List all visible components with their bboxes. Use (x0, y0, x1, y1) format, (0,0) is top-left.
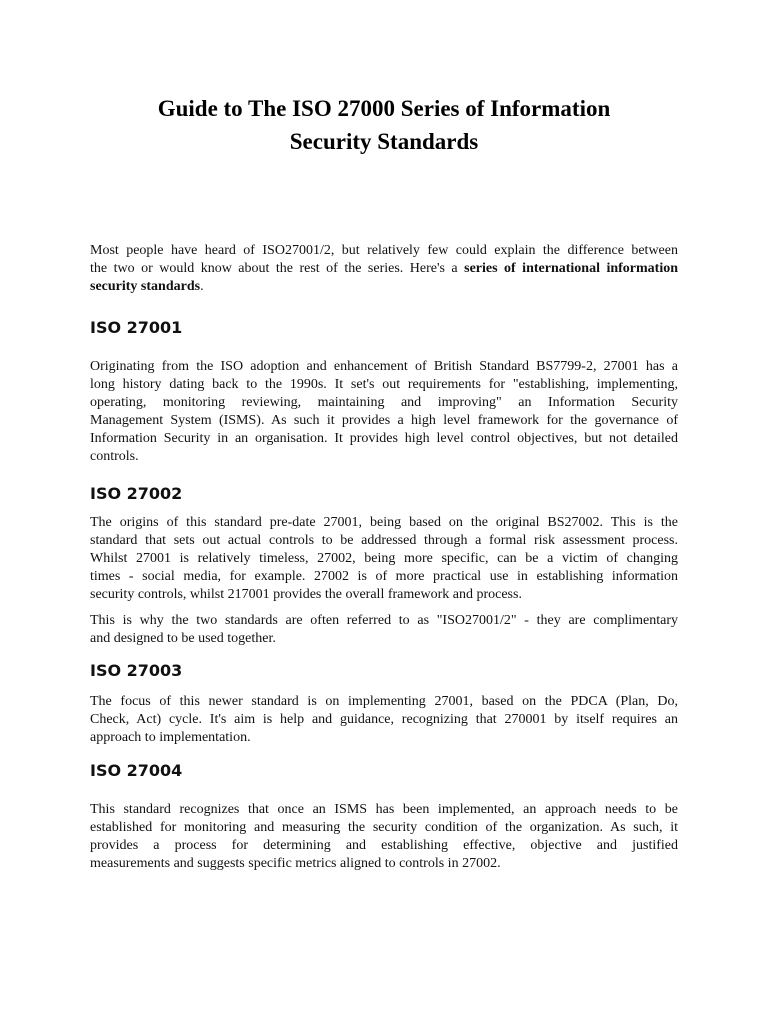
text-line: long history dating back to the 1990s. It set's out requirements for "establishing, implementing, (90, 377, 678, 392)
intro-period: . (200, 279, 204, 294)
intro-line-2-text: the two or would know about the rest of the series. Here's a (90, 261, 465, 276)
section-27004-paragraph (90, 801, 678, 873)
section-heading-27003: ISO 27003 (90, 661, 183, 680)
intro-line-1: Most people have heard of ISO27001/2, but relatively few could explain the difference between (90, 243, 678, 258)
intro-block (90, 242, 678, 296)
intro-paragraph (90, 242, 678, 296)
text-line: times - social media, for example. 27002 is of more practical use in establishing information (90, 569, 678, 584)
text-line: Management System (ISMS). As such it provides a high level framework for the governance of (90, 413, 678, 428)
section-27001-paragraph (90, 358, 678, 466)
text-line: provides a process for determining and establishing effective, objective and justified (90, 838, 678, 853)
section-27004-body (90, 801, 678, 873)
document-title (90, 92, 678, 158)
text-line: Whilst 27001 is relatively timeless, 27002, being more specific, can be a victim of changing (90, 551, 678, 566)
text-line: and designed to be used together. (90, 631, 276, 646)
text-line: Information Security in an organisation. It provides high level control objectives, but not detailed (90, 431, 678, 446)
text-line: standard that sets out actual controls to be addressed through a formal risk assessment process. (90, 533, 678, 548)
text-line: Check, Act) cycle. It's aim is help and guidance, recognizing that 270001 by itself requires an (90, 712, 678, 727)
text-line: measurements and suggests specific metrics aligned to controls in 27002. (90, 856, 501, 871)
section-27002-paragraph-1 (90, 514, 678, 604)
title-line-1: Guide to The ISO 27000 Series of Information (157, 96, 611, 121)
section-27001-body (90, 358, 678, 466)
text-line: The origins of this standard pre-date 27001, being based on the original BS27002. This is the (90, 515, 678, 530)
section-heading-27001: ISO 27001 (90, 318, 183, 337)
title-line-2: Security Standards (289, 129, 479, 154)
section-27003-paragraph (90, 693, 678, 747)
section-heading-27002: ISO 27002 (90, 484, 183, 503)
intro-line-3 (90, 278, 678, 296)
text-line: This standard recognizes that once an ISMS has been implemented, an approach needs to be (90, 802, 678, 817)
text-line: controls. (90, 449, 139, 464)
intro-line-2 (90, 260, 678, 278)
text-line: established for monitoring and measuring the security condition of the organization. As such, it (90, 820, 678, 835)
text-line: This is why the two standards are often referred to as "ISO27001/2" - they are complimentary (90, 613, 678, 628)
section-27002-body-2 (90, 612, 678, 648)
text-line: Originating from the ISO adoption and enhancement of British Standard BS7799-2, 27001 has a (90, 359, 678, 374)
text-line: operating, monitoring reviewing, maintaining and improving" an Information Security (90, 395, 678, 410)
intro-bold-phrase-1: series of international information (464, 261, 678, 276)
section-27002-body (90, 514, 678, 604)
section-27003-body (90, 693, 678, 747)
text-line: security controls, whilst 217001 provides the overall framework and process. (90, 587, 522, 602)
intro-bold-phrase-2: security standards (90, 279, 201, 294)
text-line: The focus of this newer standard is on implementing 27001, based on the PDCA (Plan, Do, (90, 694, 678, 709)
section-27002-paragraph-2 (90, 612, 678, 648)
section-heading-27004: ISO 27004 (90, 761, 183, 780)
text-line: approach to implementation. (90, 730, 251, 745)
